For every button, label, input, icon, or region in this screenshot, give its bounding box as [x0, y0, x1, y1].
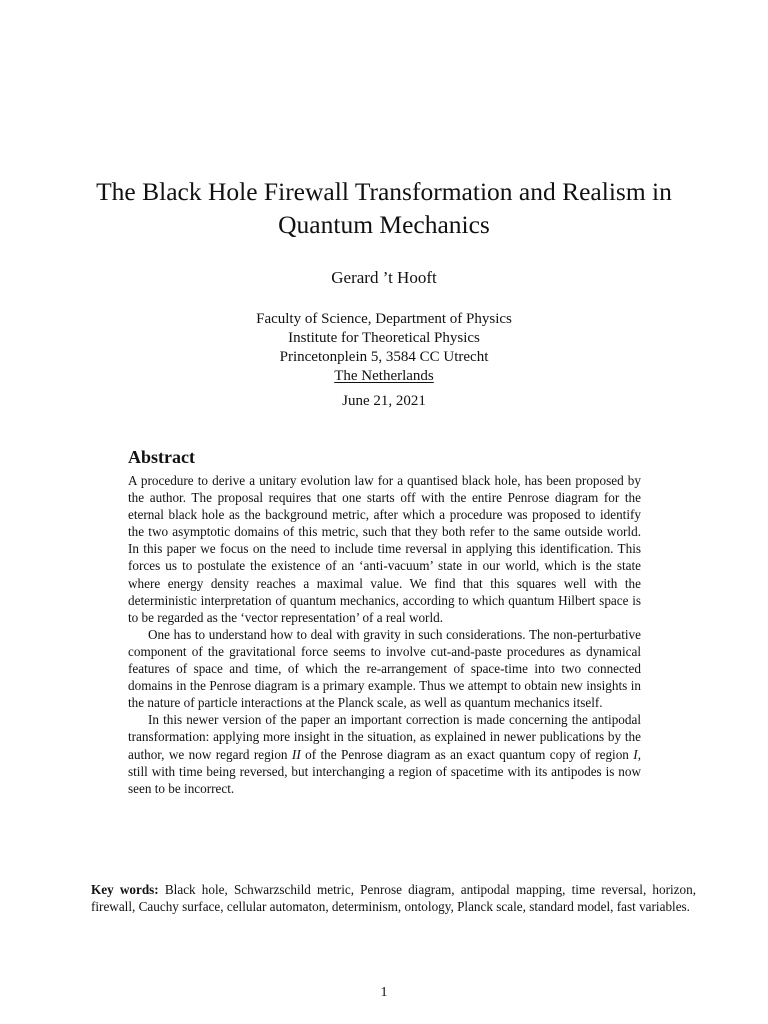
paper-title: The Black Hole Firewall Transformation and Realism in Quantum Mechanics [96, 177, 672, 239]
abstract-paragraph: A procedure to derive a unitary evolution law for a quantised black hole, has been proposed by the author. The proposal requires that one starts off with the entire Penrose diagram for the eternal black hole as the background metric, after which a procedure was proposed to identify the two asymptotic domains of this metric, such that they both refer to the same outside world. In this paper we focus on the need to include time reversal in applying this identification. This forces us to postulate the existence of an ‘anti-vacuum’ state in our world, which is the state where energy density reaches a maximal value. We find that this squares well with the deterministic interpretation of quantum mechanics, according to which quantum Hilbert space is to be regarded as the ‘vector representation’ of a real world. [128, 473, 641, 625]
abstract-text: In this newer version of the paper an important correction is made concerning the antipodal transformation: applying more insight in the situation, as explained in newer publications by the author, we now regard region [128, 712, 641, 762]
paper-date: June 21, 2021 [342, 393, 426, 409]
author-name: Gerard ’t Hooft [331, 268, 437, 287]
page-number: 1 [380, 985, 388, 1000]
author-affiliation [0, 310, 768, 386]
keywords-label: Key words: [91, 882, 159, 897]
abstract-paragraph [128, 711, 641, 796]
region-label: II [291, 746, 301, 762]
affiliation-country: The Netherlands [334, 368, 434, 384]
abstract-body [128, 472, 641, 797]
affiliation-line: Faculty of Science, Department of Physics [256, 311, 512, 327]
abstract-paragraph: One has to understand how to deal with gravity in such considerations. The non-perturbative component of the gravitational force seems to involve cut-and-paste procedures as dynamical features of space and time, of which the re-arrangement of space-time into two connected domains in the Penrose diagram is a primary example. Thus we attempt to obtain new insights in the nature of particle interactions at the Planck scale, as well as quantum mechanics itself. [128, 626, 641, 711]
abstract-text: of the Penrose diagram as an exact quantum copy of region [300, 746, 634, 762]
affiliation-line: Institute for Theoretical Physics [288, 330, 480, 346]
keywords-text: Black hole, Schwarzschild metric, Penrose diagram, antipodal mapping, time reversal, horizon, firewall, Cauchy surface, cellular automaton, determinism, ontology, Planck scale, standard model, fast variables. [91, 882, 696, 915]
abstract-text: , still with time being reversed, but interchanging a region of spacetime with its antipodes is now seen to be incorrect. [128, 746, 641, 796]
region-label: I [633, 746, 638, 762]
affiliation-line: Princetonplein 5, 3584 CC Utrecht [279, 349, 489, 365]
abstract-heading: Abstract [128, 447, 195, 467]
keywords-section [91, 881, 696, 916]
